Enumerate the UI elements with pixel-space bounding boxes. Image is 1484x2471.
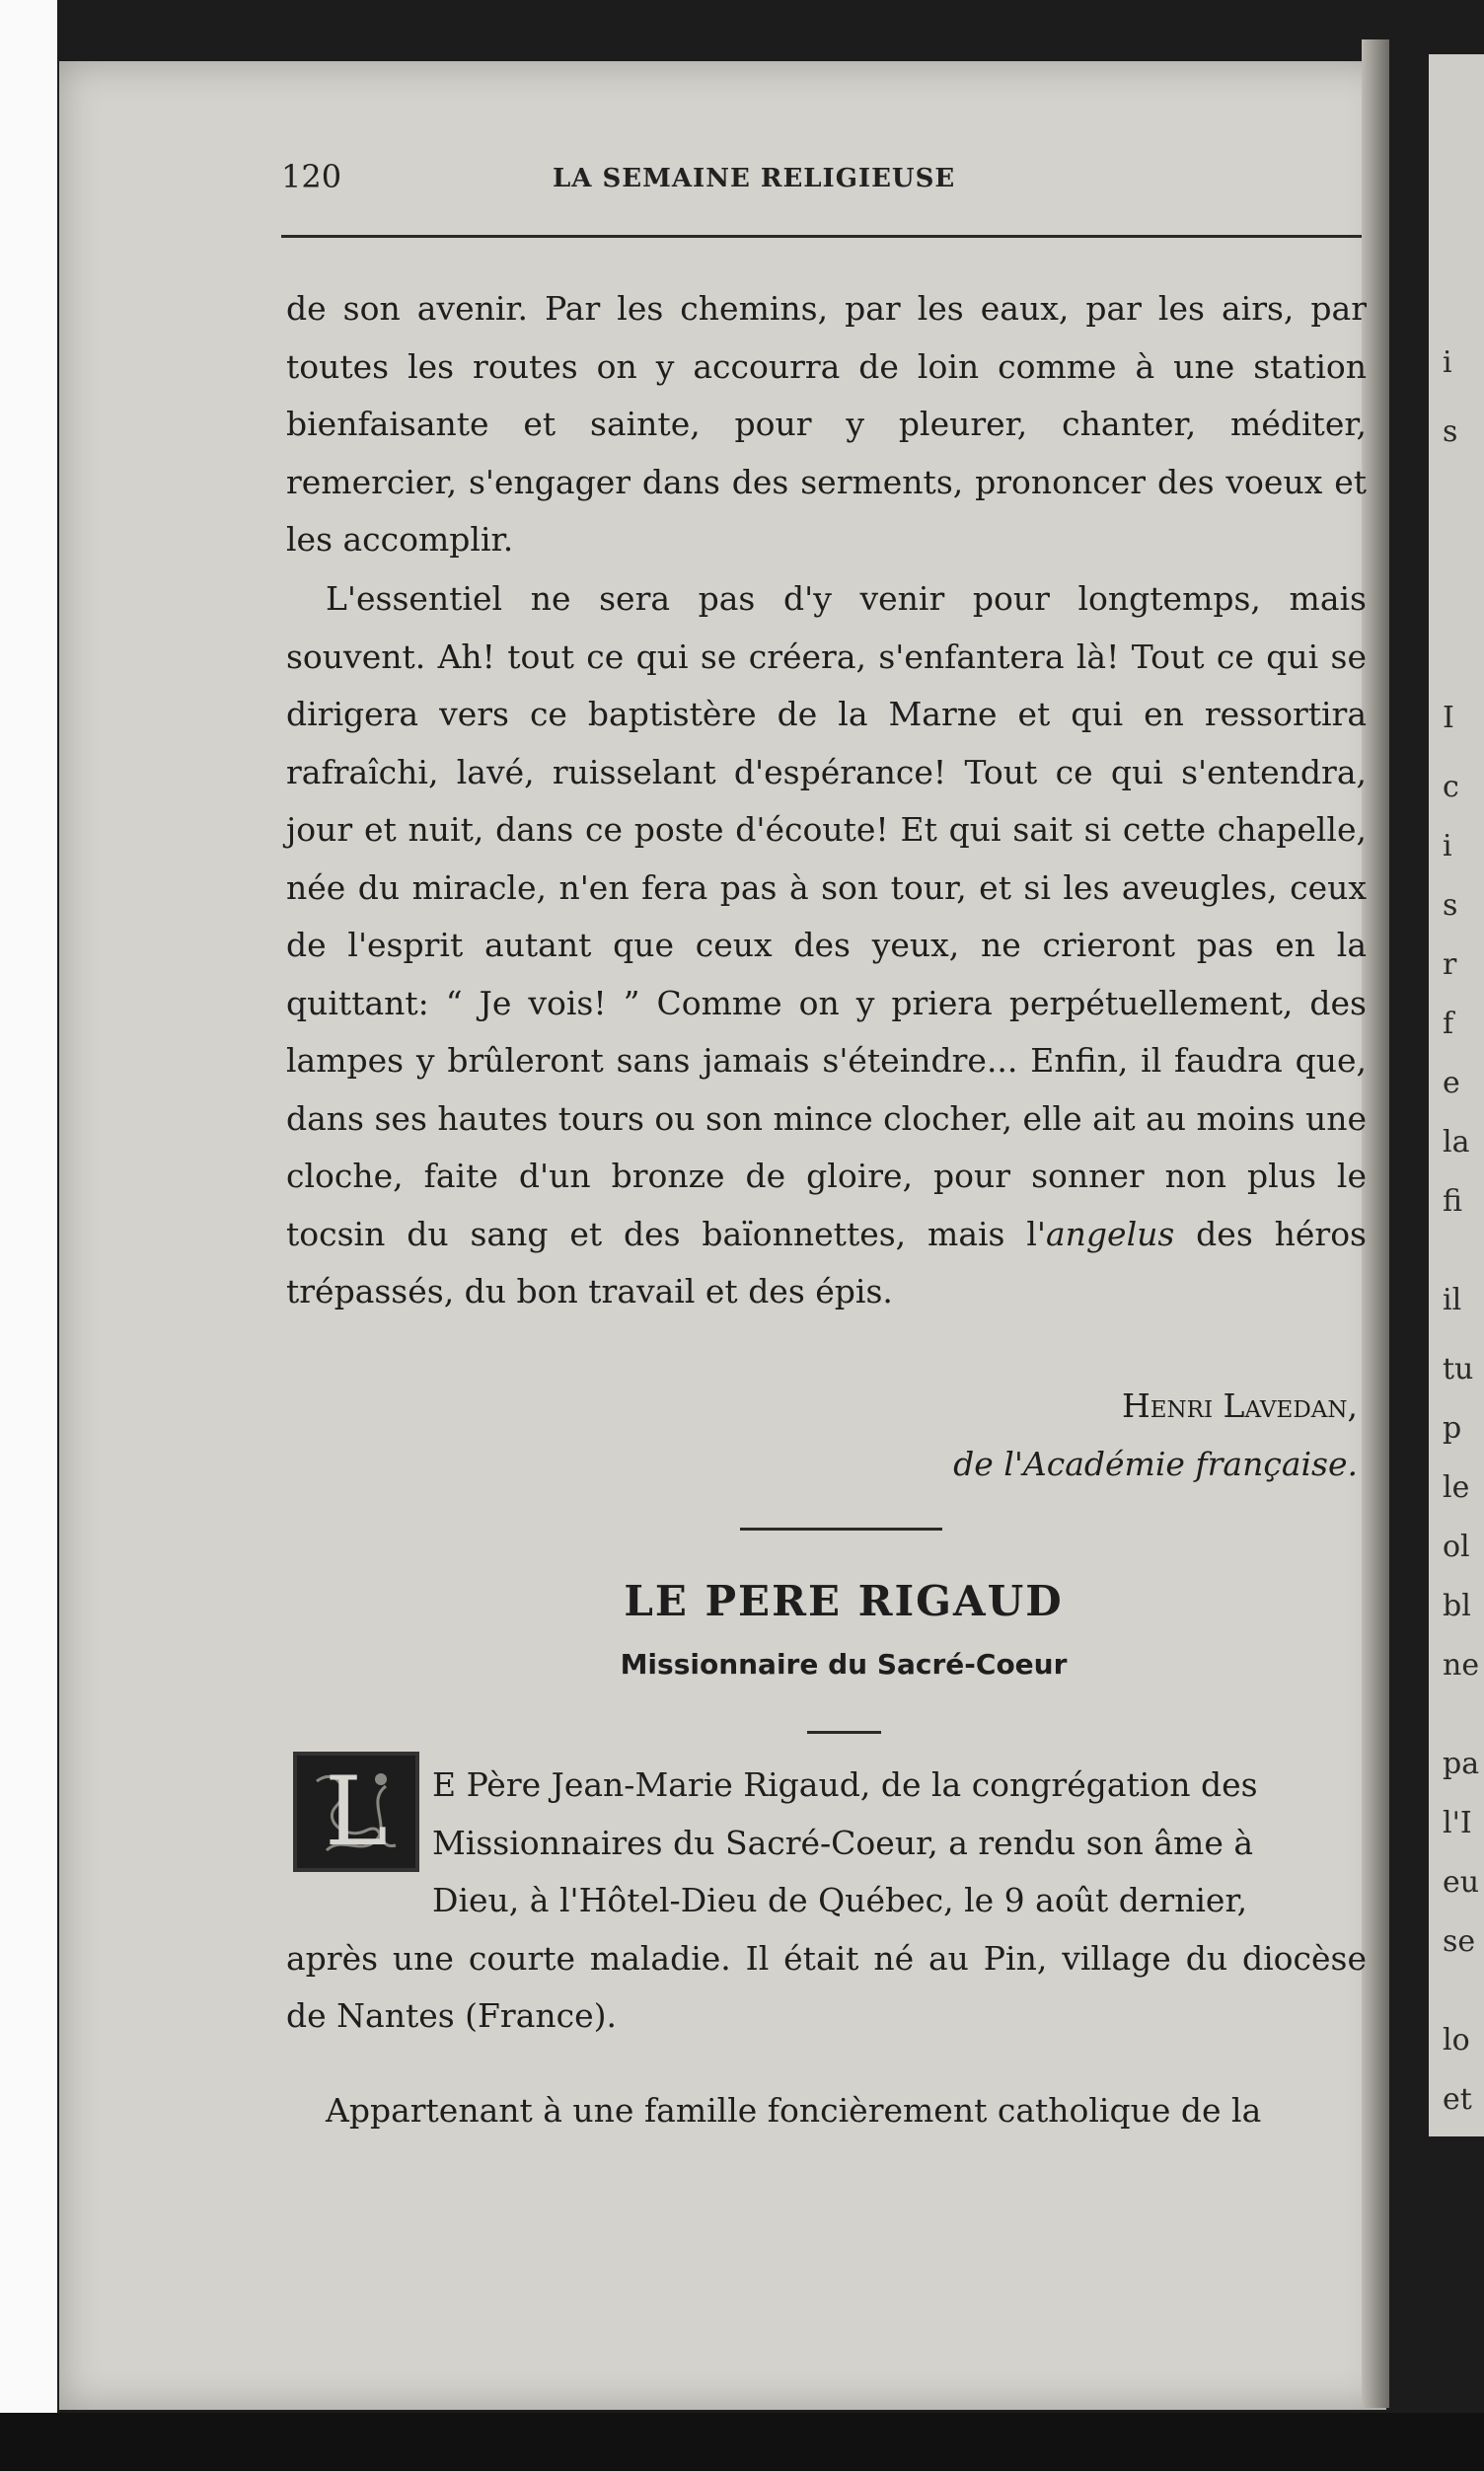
dropcap-line-3: Dieu, à l'Hôtel-Dieu de Québec, le 9 août dernier, [432, 1881, 1248, 1919]
adjacent-letter: s [1443, 414, 1458, 449]
scan-bottom-edge [0, 2413, 1484, 2471]
dropcap-line-1: E Père Jean-Marie Rigaud, de la congrégation des [432, 1765, 1258, 1804]
adjacent-letter: bl [1443, 1589, 1471, 1623]
paragraph-text: de son avenir. Par les chemins, par les eaux, par les airs, par toutes les routes on y accourra de loin comme à une station bienfaisante et sainte, pour y pleurer, chanter, méditer, remercier, s'engager dans des serments, prononcer des voeux et les accomplir. [286, 289, 1367, 559]
adjacent-letter: tu [1443, 1352, 1474, 1386]
article2-paragraph-2: Appartenant à une famille foncièrement catholique de la [326, 2091, 1262, 2130]
dropcap-letter: L [325, 1757, 388, 1867]
adjacent-letter: et [1443, 2082, 1472, 2117]
adjacent-letter: ne [1443, 1648, 1480, 1683]
dropcap-line-2: Missionnaires du Sacré-Coeur, a rendu son âme à [432, 1823, 1254, 1862]
adjacent-letter: eu [1443, 1865, 1480, 1900]
adjacent-letter: p [1443, 1411, 1462, 1446]
adjacent-letter: la [1443, 1125, 1470, 1160]
article2-title: LE PERE RIGAUD [624, 1577, 1064, 1625]
article1-paragraph-1 [286, 280, 1367, 569]
adjacent-letter: le [1443, 1470, 1470, 1505]
running-head: LA SEMAINE RELIGIEUSE [553, 164, 956, 193]
title-separator [807, 1731, 881, 1734]
adjacent-letter: r [1443, 947, 1457, 982]
adjacent-letter: c [1443, 770, 1459, 804]
adjacent-letter: il [1443, 1283, 1462, 1317]
adjacent-letter: i [1443, 829, 1452, 863]
adjacent-letter: pa [1443, 1747, 1480, 1781]
adjacent-letter: l'I [1443, 1806, 1472, 1840]
paragraph-text-main: L'essentiel ne sera pas d'y venir pour longtemps, mais souvent. Ah! tout ce qui se créera, s'enfantera là! Tout ce qui se dirigera vers ce baptistère de la Marne et qui en ressortira rafraîchi, lavé, ruisselant d'espérance! Tout ce qui s'entendra, jour et nuit, dans ce poste d'écoute! Et qui sait si cette chapelle, née du miracle, n'en fera pas à son tour, et si les aveugles, ceux de l'esprit autant que ceux des yeux, ne crieront pas en la quittant: “ Je vois! ” Comme on y priera perpétuellement, des lampes y brûleront sans jamais s'éteindre... Enfin, il faudra que, dans ses hautes tours ou son mince clocher, elle ait au moins une cloche, faite d'un bronze de gloire, pour sonner non plus le tocsin du sang et des baïonnettes, mais l' [286, 579, 1367, 1253]
page-number: 120 [281, 158, 342, 195]
article2-subtitle: Missionnaire du Sacré-Coeur [620, 1648, 1068, 1681]
adjacent-letter: I [1443, 701, 1454, 735]
adjacent-letter: i [1443, 345, 1452, 380]
article1-paragraph-2 [286, 570, 1367, 1321]
adjacent-letter: ol [1443, 1530, 1470, 1564]
header-rule [281, 235, 1362, 238]
adjacent-letter: se [1443, 1924, 1476, 1959]
author-name: Henri Lavedan, [1121, 1386, 1358, 1425]
adjacent-letter: lo [1443, 2023, 1470, 2058]
author-affiliation: de l'Académie française. [953, 1445, 1358, 1483]
paragraph-text: après une courte maladie. Il était né au Pin, village du diocèse de Nantes (France). [286, 1938, 1367, 2035]
paragraph-text-end: des héros trépassés, du bon travail et des épis. [286, 1214, 1367, 1310]
adjacent-letter: e [1443, 1066, 1460, 1100]
adjacent-page-text [1443, 0, 1484, 2471]
paragraph-text [286, 570, 1367, 1321]
italic-word-angelus: angelus [1045, 1214, 1175, 1253]
adjacent-letter: f [1443, 1007, 1454, 1041]
scan-left-margin [0, 0, 57, 2471]
adjacent-letter: fi [1443, 1184, 1463, 1219]
section-separator [740, 1528, 942, 1531]
adjacent-letter: s [1443, 888, 1458, 923]
article2-paragraph-1 [286, 1757, 1367, 2046]
